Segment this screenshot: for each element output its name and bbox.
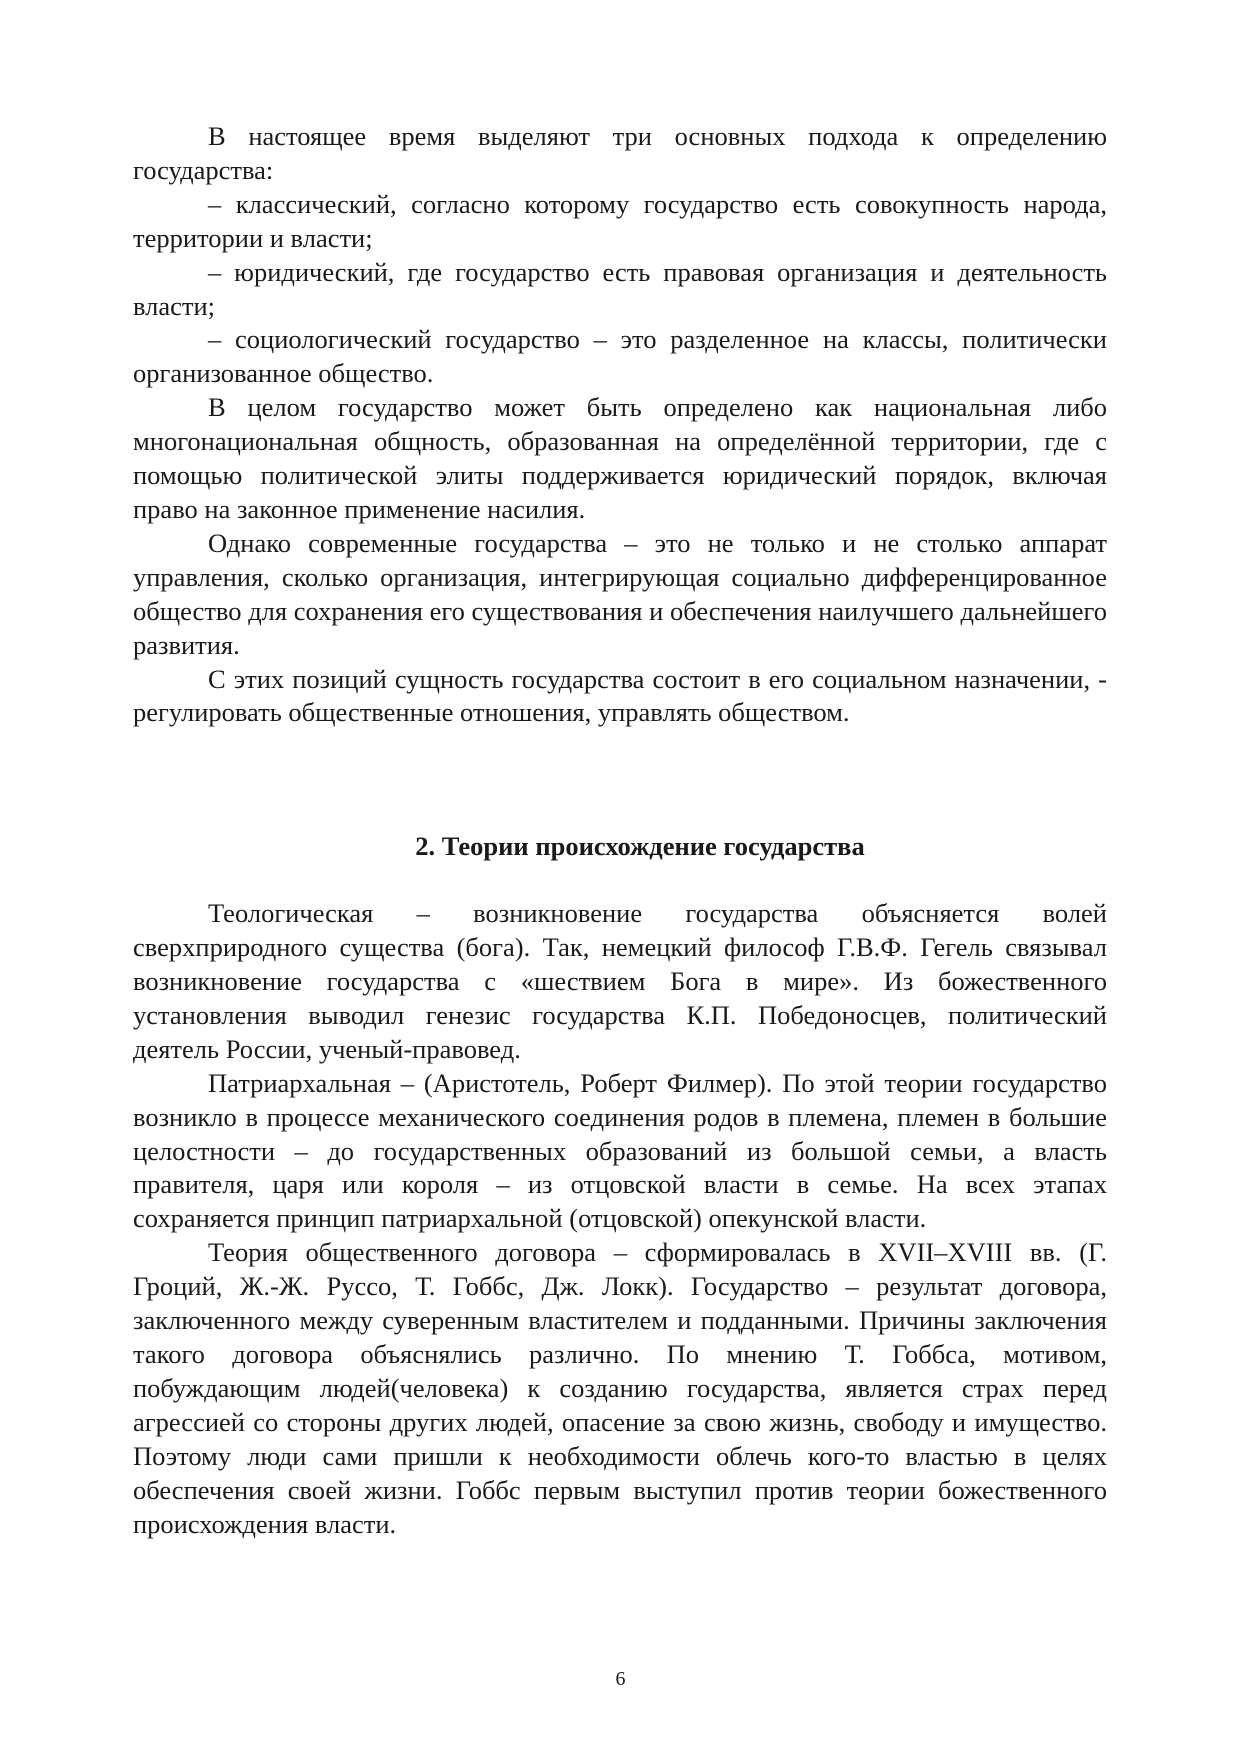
paragraph: В настоящее время выделяют три основных подхода к определению государства: (133, 121, 1107, 185)
list-item-sociological: – социологический государство – это разделенное на классы, политически организованное общество. (133, 324, 1107, 389)
paragraph-patriarchal: Патриархальная – (Аристотель, Роберт Филмер). По этой теории государство возникло в процессе механического соединения родов в племена, племен в большие целостности – до государственных образований из большой семьи, а власть правителя, царя или короля – из отцовской власти в семье. На всех этапах сохраняется принцип патриархальной (отцовской) опекунской власти. (133, 1067, 1107, 1234)
section-heading: 2. Теории происхождение государства (415, 831, 865, 862)
spacer (133, 730, 1107, 830)
spacer (133, 864, 1107, 897)
document-page (133, 120, 1107, 1541)
list-item-classical: – классический, согласно которому государство есть совокупность народа, территории и власти; (133, 188, 1107, 253)
section-theories (133, 897, 1107, 1541)
paragraph: С этих позиций сущность государства состоит в его социальном назначении, - регулировать общественные отношения, управлять обществом. (133, 663, 1107, 728)
page-number: 6 (615, 1668, 626, 1690)
paragraph: Однако современные государства – это не только и не столько аппарат управления, сколько организация, интегрирующая социально дифференцированное общество для сохранения его существования и обеспечения наилучшего дальнейшего развития. (133, 527, 1107, 660)
paragraph: В целом государство может быть определено как национальная либо многонациональная общность, образованная на определённой территории, где с помощью политической элиты поддерживается юридический порядок, включая право на законное применение насилия. (133, 392, 1107, 524)
list-item-juridical: – юридический, где государство есть правовая организация и деятельность власти; (133, 256, 1107, 321)
paragraph-theological: Теологическая – возникновение государства объясняется волей сверхприродного существа (бога). Так, немецкий философ Г.В.Ф. Гегель связывал возникновение государства с «шествием Бога в мире». Из божественного установления выводил генезис государства К.П. Победоносцев, политический деятель России, ученый-правовед. (133, 898, 1107, 1064)
section-intro (133, 120, 1107, 730)
paragraph-social-contract: Теория общественного договора – сформировалась в XVII–XVIII вв. (Г. Гроций, Ж.-Ж. Руссо, Т. Гоббс, Дж. Локк). Государство – результат договора, заключенного между суверенным властителем и подданными. Причины заключения такого договора объяснялись различно. По мнению Т. Гоббса, мотивом, побуждающим людей(человека) к созданию государства, является страх перед агрессией со стороны других людей, опасение за свою жизнь, свободу и имущество. Поэтому люди сами пришли к необходимости облечь кого-то властью в целях обеспечения своей жизни. Гоббс первым выступил против теории божественного происхождения власти. (133, 1237, 1107, 1539)
